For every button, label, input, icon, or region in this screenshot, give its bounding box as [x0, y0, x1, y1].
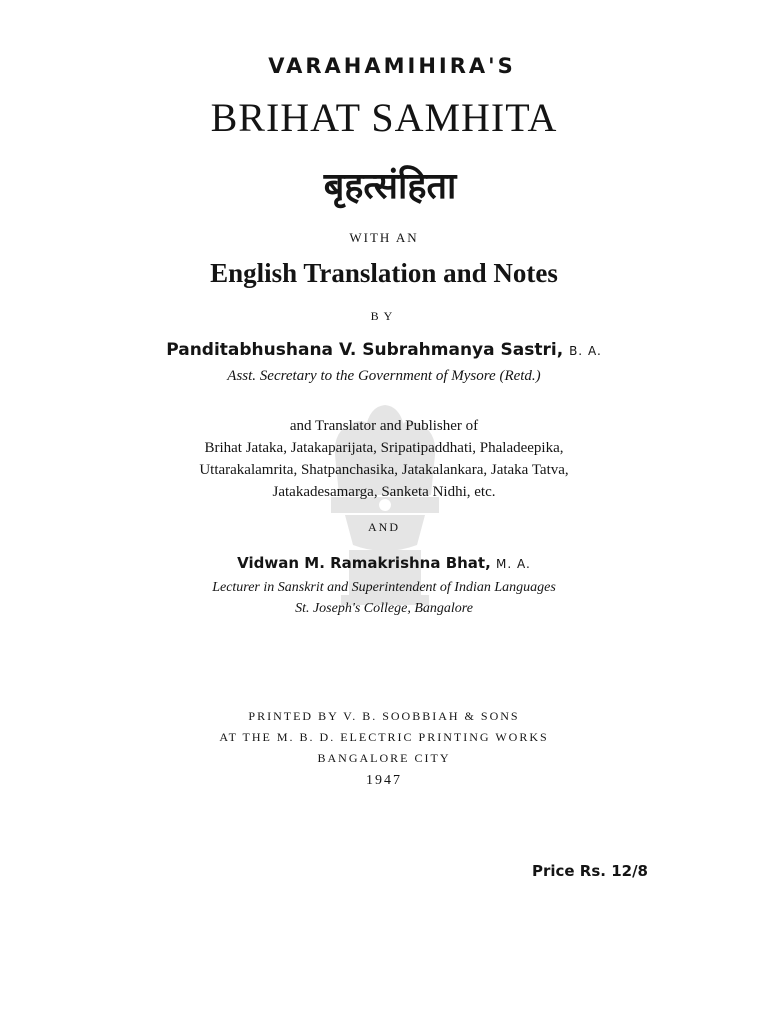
book-title-devanagari: बृहत्संहिता — [323, 166, 457, 207]
printer-line-2: AT THE M. B. D. ELECTRIC PRINTING WORKS — [219, 730, 549, 744]
works-line-1: Brihat Jataka, Jatakaparijata, Sripatipaddhati, Phaladeepika, — [204, 440, 564, 456]
printer-line-3: BANGALORE CITY — [317, 751, 451, 765]
translator-line: and Translator and Publisher of — [289, 418, 479, 434]
author2-line — [0, 554, 768, 572]
author1-line — [0, 340, 768, 360]
author1-name: Panditabhushana V. Subrahmanya Sastri, — [166, 340, 564, 360]
book-subtitle: English Translation and Notes — [210, 258, 558, 288]
book-title: BRIHAT SAMHITA — [210, 95, 558, 140]
publication-year: 1947 — [366, 773, 402, 788]
author-possessive-heading: VARAHAMIHIRA'S — [268, 54, 516, 78]
author2-name: Vidwan M. Ramakrishna Bhat, — [237, 554, 491, 572]
printer-line-1: PRINTED BY V. B. SOOBBIAH & SONS — [248, 709, 520, 723]
price-label: Price Rs. 12/8 — [531, 862, 648, 880]
author1-role: Asst. Secretary to the Government of Mysore (Retd.) — [227, 368, 541, 384]
author2-degree: M. A. — [496, 557, 531, 571]
author2-role-line-1: Lecturer in Sanskrit and Superintendent of Indian Languages — [212, 580, 556, 595]
works-line-3: Jatakadesamarga, Sanketa Nidhi, etc. — [272, 484, 496, 500]
works-line-2: Uttarakalamrita, Shatpanchasika, Jatakalankara, Jataka Tatva, — [199, 462, 569, 478]
with-an-text: WITH AN — [349, 230, 419, 245]
author2-role-line-2: St. Joseph's College, Bangalore — [295, 601, 473, 616]
by-text: BY — [370, 309, 398, 323]
author1-degree: B. A. — [569, 344, 602, 358]
and-text: AND — [368, 520, 400, 534]
